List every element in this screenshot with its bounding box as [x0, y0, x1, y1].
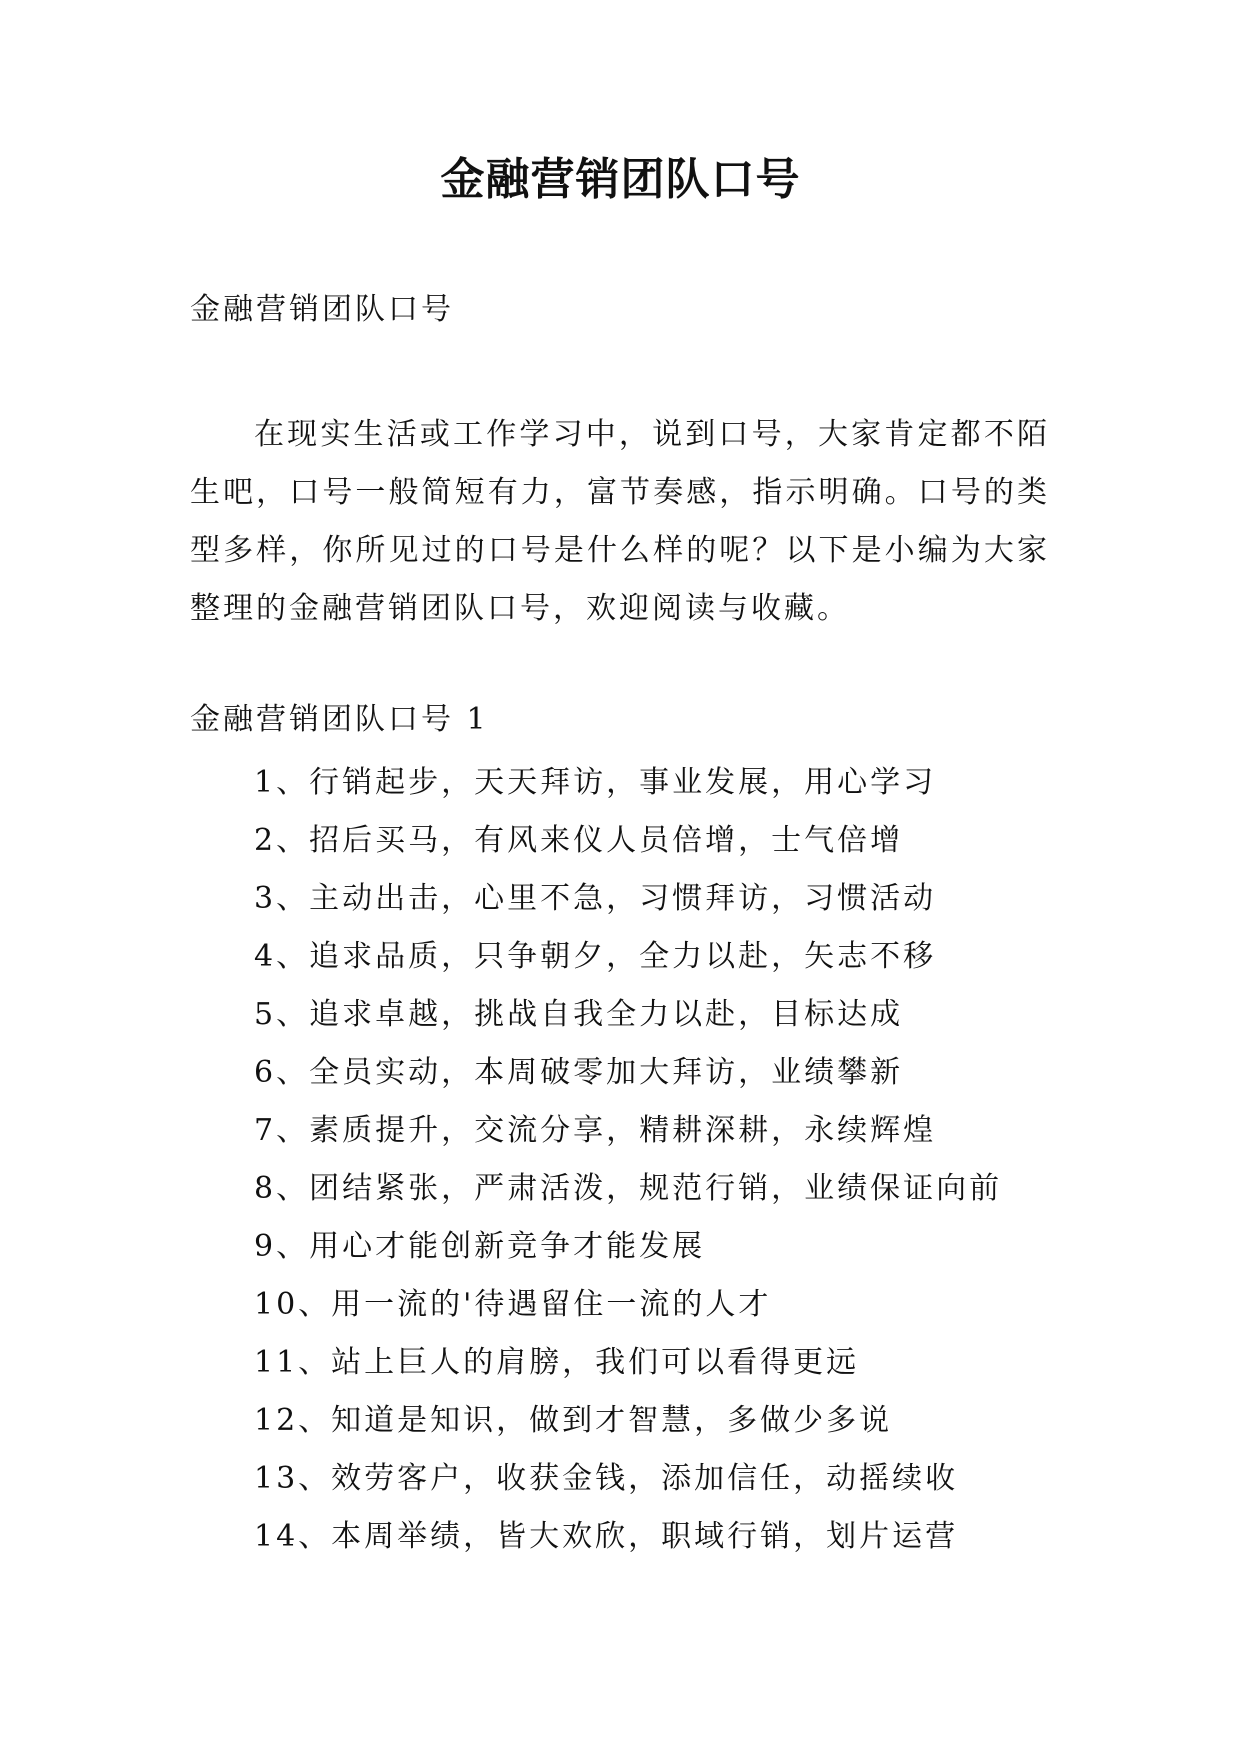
slogan-item: 3、主动出击，心里不急，习惯拜访，习惯活动 [254, 881, 937, 916]
slogan-list [254, 754, 1002, 1566]
slogan-item: 14、本周举绩，皆大欢欣，职域行销，划片运营 [254, 1519, 959, 1554]
slogan-item: 2、招后买马，有风来仪人员倍增，士气倍增 [254, 823, 904, 858]
slogan-item: 7、素质提升，交流分享，精耕深耕，永续辉煌 [254, 1113, 937, 1148]
slogan-item: 9、用心才能创新竞争才能发展 [254, 1229, 706, 1264]
slogan-item: 11、站上巨人的肩膀，我们可以看得更远 [254, 1345, 860, 1380]
section-heading: 金融营销团队口号 1 [190, 702, 489, 737]
slogan-item: 6、全员实动，本周破零加大拜访，业绩攀新 [254, 1055, 904, 1090]
document-subtitle: 金融营销团队口号 [190, 292, 454, 327]
intro-paragraph: 在现实生活或工作学习中，说到口号，大家肯定都不陌生吧，口号一般简短有力，富节奏感，指示明确。口号的类型多样，你所见过的口号是什么样的呢？以下是小编为大家整理的金融营销团队口号，欢迎阅读与收藏。 [190, 417, 1050, 626]
slogan-item: 13、效劳客户，收获金钱，添加信任，动摇续收 [254, 1461, 959, 1496]
slogan-item: 10、用一流的'待遇留住一流的人才 [254, 1287, 772, 1322]
slogan-item: 5、追求卓越，挑战自我全力以赴，目标达成 [254, 997, 904, 1032]
slogan-item: 4、追求品质，只争朝夕，全力以赴，矢志不移 [254, 939, 937, 974]
slogan-item: 12、知道是知识，做到才智慧，多做少多说 [254, 1403, 893, 1438]
slogan-item: 1、行销起步，天天拜访，事业发展，用心学习 [254, 765, 937, 800]
slogan-item: 8、团结紧张，严肃活泼，规范行销，业绩保证向前 [254, 1171, 1003, 1206]
document-title: 金融营销团队口号 [440, 154, 801, 205]
